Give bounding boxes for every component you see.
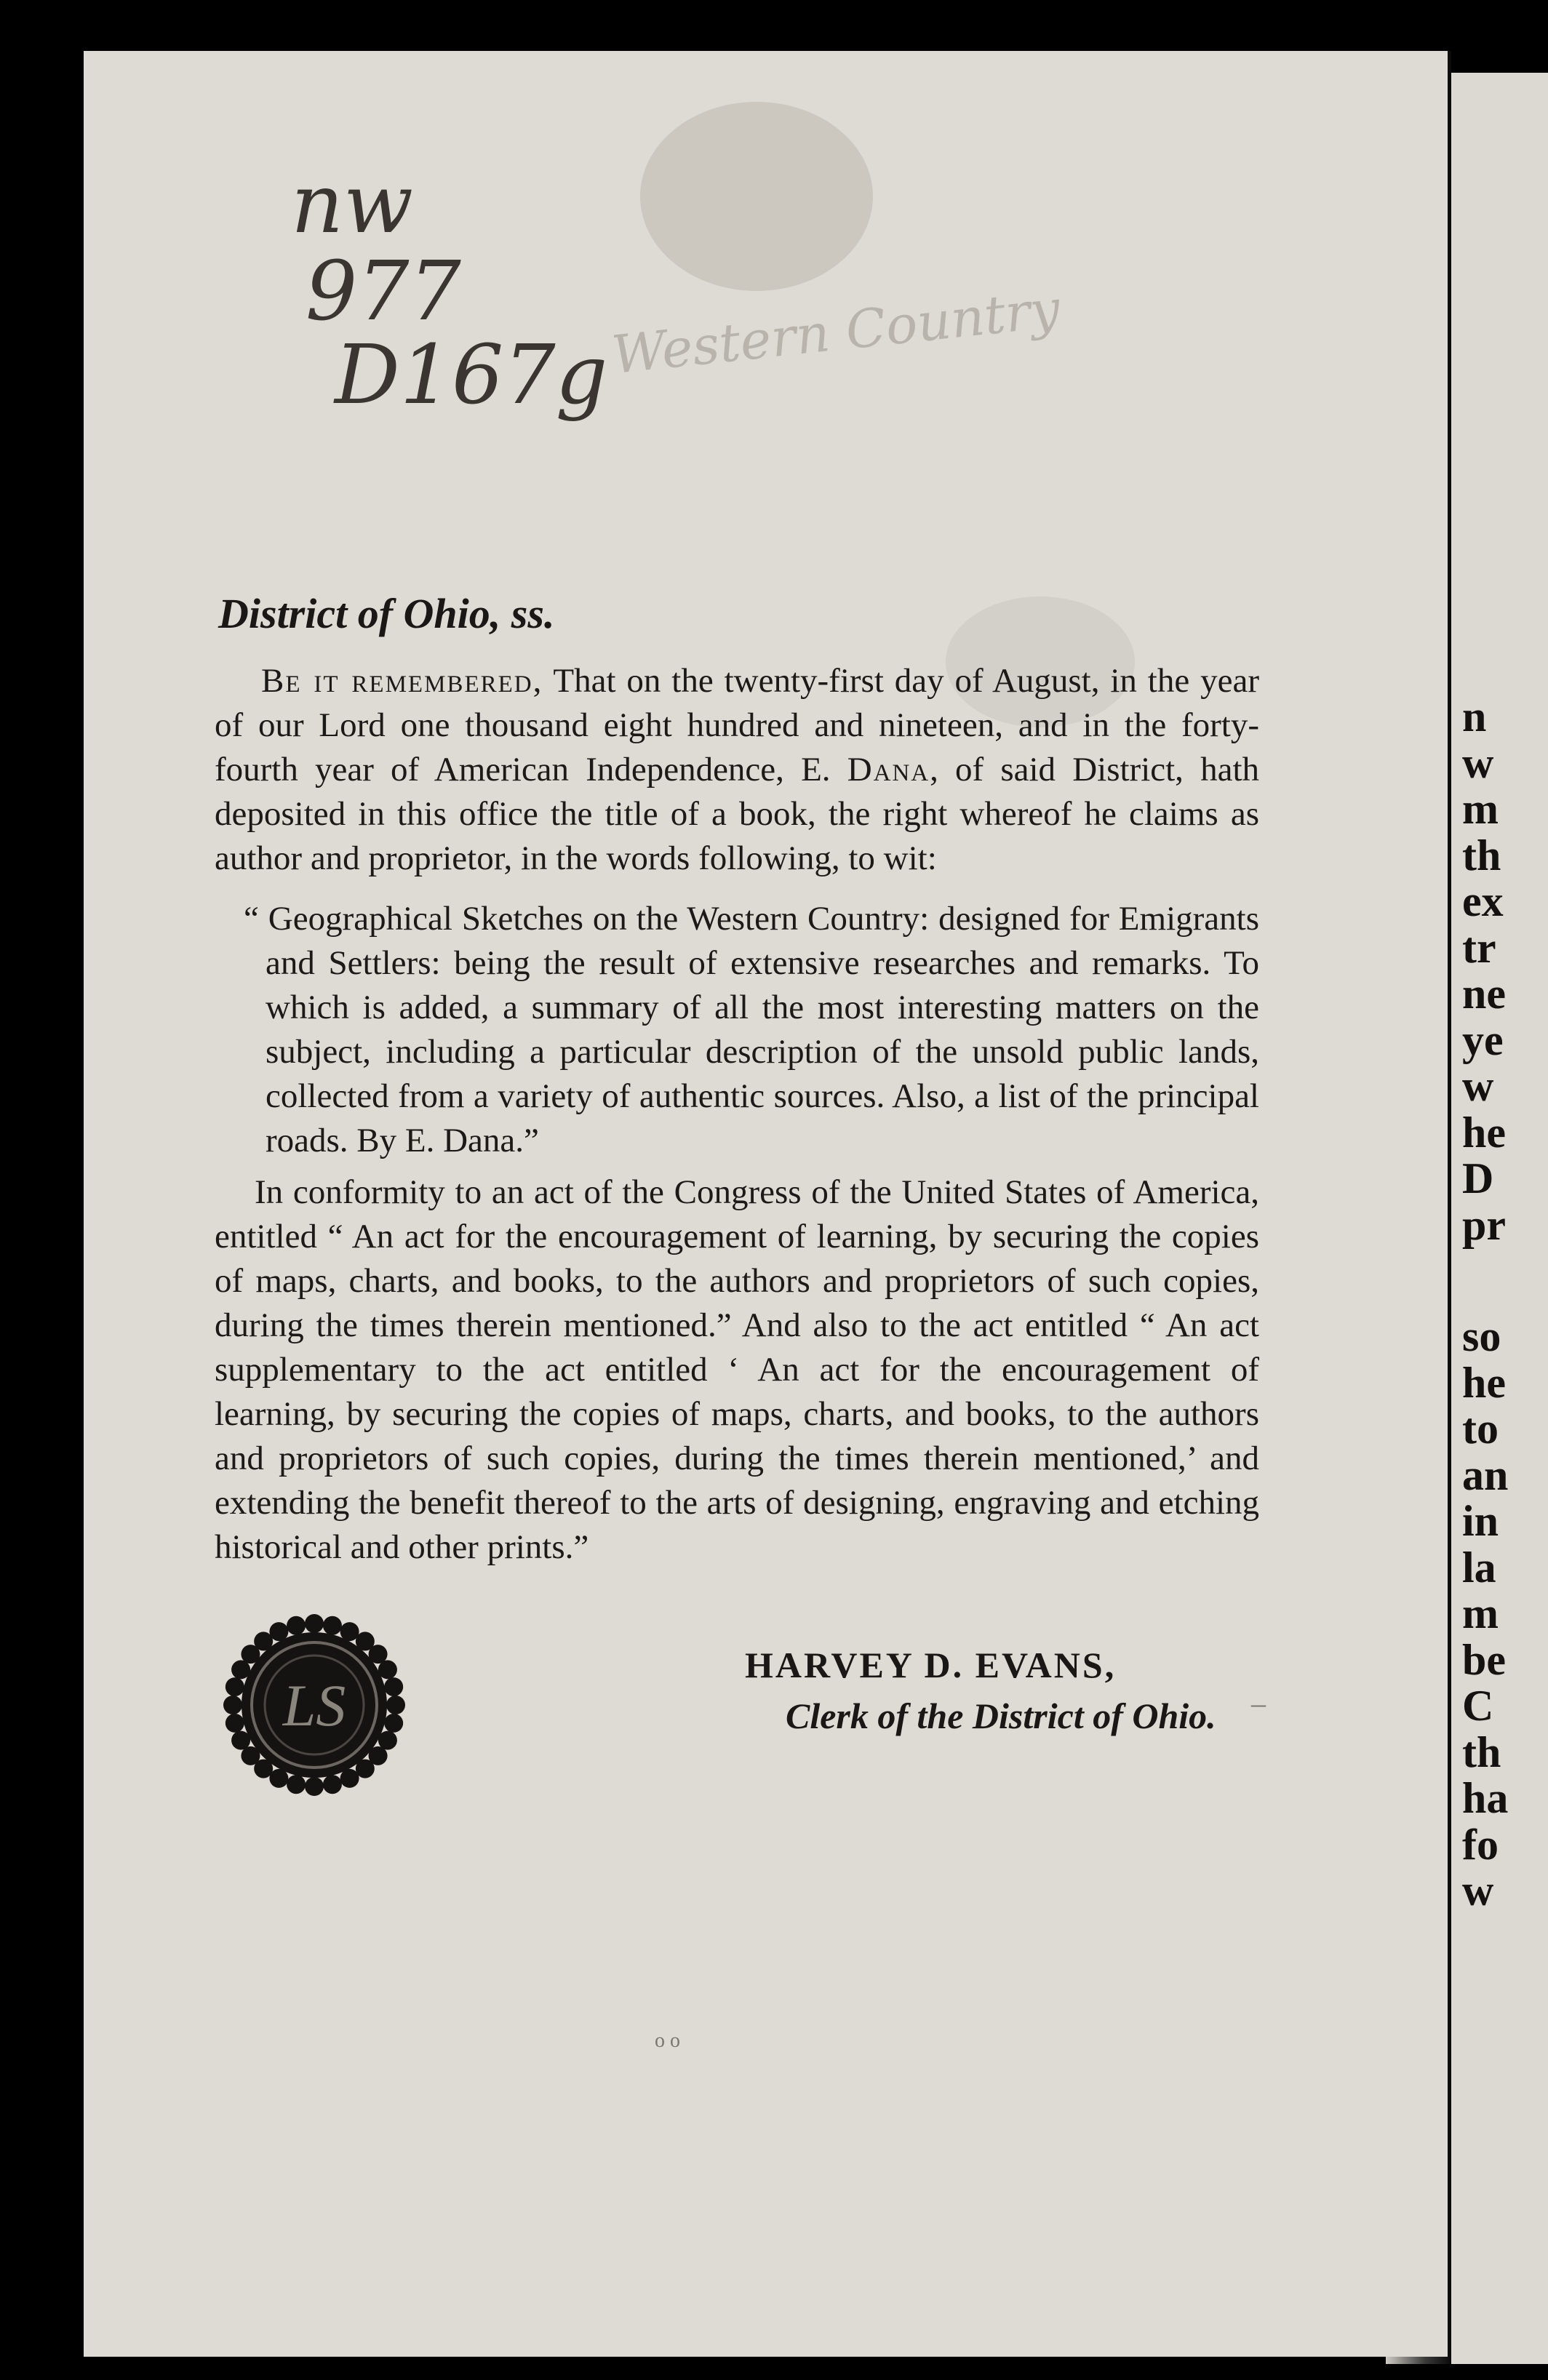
handwritten-call-number-line3: D167g xyxy=(335,328,608,423)
facing-page-fragment: he xyxy=(1462,1358,1506,1407)
lead-text-2: , of said District, hath deposited in this office the title of a book, the right whereof he claims as author and proprietor, in the words following, to wit: xyxy=(215,751,1260,877)
notice-lead-paragraph xyxy=(215,659,1259,881)
facing-page-fragment: C xyxy=(1462,1682,1494,1730)
facing-page-fragment: m xyxy=(1462,785,1499,833)
copyright-notice xyxy=(215,659,1259,1570)
facing-page-fragment: pr xyxy=(1462,1200,1506,1249)
book-title-quote: “ Geographical Sketches on the Western Country: designed for Emigrants and Settlers: being the result of extensive researches and remarks. To which is added, a summary of all the most interesting matters on the subject, including a particular description of the unsold public lands, collected from a variety of authentic sources. Also, a list of the principal roads. By E. Dana.” xyxy=(244,900,1259,1159)
be-it-remembered: Be it remembered, xyxy=(261,662,543,700)
facing-page-fragment: fo xyxy=(1462,1820,1499,1869)
facing-page-fragment: ye xyxy=(1462,1015,1504,1064)
district-heading: District of Ohio, ss. xyxy=(218,590,555,637)
clerk-seal xyxy=(218,1609,410,1801)
facing-page-fragment: w xyxy=(1462,738,1494,787)
facing-page-fragment: in xyxy=(1462,1497,1499,1545)
facing-page-fragment: m xyxy=(1462,1589,1499,1637)
facing-page-fragment: he xyxy=(1462,1108,1506,1157)
facing-page-fragment: ex xyxy=(1462,877,1504,925)
facing-page-fragment: so xyxy=(1462,1312,1501,1360)
facing-page-fragment: th xyxy=(1462,1728,1501,1776)
seal-monogram: LS xyxy=(282,1672,346,1738)
clerk-title: Clerk of the District of Ohio. xyxy=(786,1696,1216,1736)
facing-page-fragment: th xyxy=(1462,831,1501,879)
paper-stain xyxy=(640,102,873,291)
facing-page-fragment: an xyxy=(1462,1450,1509,1499)
clerk-name: HARVEY D. EVANS, xyxy=(745,1645,1117,1685)
lead-text: That on the twenty-first day of August, in the year of our Lord one thousand eight hundred and nineteen, and in the forty-fourth year of American Independence, E. xyxy=(215,662,1259,788)
facing-page-fragment: be xyxy=(1462,1635,1506,1684)
facing-page-fragment: n xyxy=(1462,692,1487,740)
facing-page-fragment: ne xyxy=(1462,970,1506,1018)
facing-page-fragment: la xyxy=(1462,1543,1496,1592)
facing-page-fragment: w xyxy=(1462,1866,1494,1914)
handwritten-call-number-line2: 977 xyxy=(306,244,461,339)
author-name: Dana xyxy=(847,751,930,788)
facing-page-fragment: D xyxy=(1462,1154,1494,1202)
ink-dash: – xyxy=(1251,1687,1266,1720)
ink-dots: o o xyxy=(655,2029,680,2052)
handwritten-call-number-line1: nw xyxy=(291,157,413,252)
facing-page-fragment: to xyxy=(1462,1405,1499,1453)
conformity-paragraph: In conformity to an act of the Congress of the United States of America, entitled “ An act for the encouragement of learning, by securing the copies of maps, charts, and books, to the authors and proprietors of such copies, during the times therein mentioned.” And also to the act entitled “ An act supplementary to the act entitled ‘ An act for the encouragement of learning, by securing the copies of maps, charts, and books, to the authors and proprietors of such copies, during the times therein mentioned,’ and extending the benefit thereof to the arts of designing, engraving and etching historical and other prints.” xyxy=(215,1173,1259,1566)
faint-handwriting: Western Country xyxy=(609,277,1063,386)
facing-page-fragment: ha xyxy=(1462,1774,1509,1822)
facing-page-fragment: tr xyxy=(1462,923,1496,972)
facing-page-fragment: w xyxy=(1462,1062,1494,1110)
